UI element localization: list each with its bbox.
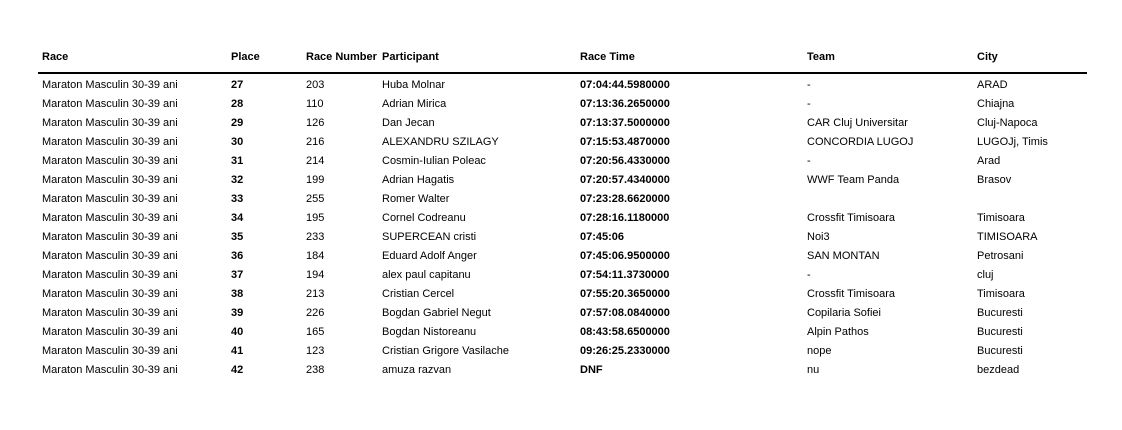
table-header: [38, 42, 1087, 73]
cell-race-time: 07:57:08.0840000: [580, 307, 670, 319]
header-row: [38, 42, 1087, 73]
cell-race-number: 213: [306, 288, 325, 300]
cell-city: Timisoara: [977, 212, 1025, 224]
results-table: [38, 42, 1087, 380]
cell-team: -: [807, 79, 811, 91]
header-race: Race: [38, 42, 227, 73]
cell-race-time: 07:04:44.5980000: [580, 79, 670, 91]
cell-race-time: 08:43:58.6500000: [580, 326, 670, 338]
cell-race-time: 07:28:16.1180000: [580, 212, 670, 224]
cell-participant: Adrian Mirica: [382, 98, 447, 110]
cell-race-number: 226: [306, 307, 325, 319]
cell-participant: Cosmin-Iulian Poleac: [382, 155, 486, 167]
cell-place: 40: [231, 326, 244, 338]
cell-race: Maraton Masculin 30-39 ani: [42, 155, 178, 167]
cell-team: [803, 190, 973, 209]
cell-race-time: 07:45:06: [580, 231, 625, 243]
cell-place: 32: [231, 174, 244, 186]
cell-city: Chiajna: [977, 98, 1015, 110]
cell-city: Bucuresti: [977, 326, 1023, 338]
table-row: [38, 228, 1087, 247]
cell-place: 30: [231, 136, 244, 148]
cell-race: Maraton Masculin 30-39 ani: [42, 98, 178, 110]
cell-team: -: [807, 269, 811, 281]
cell-place: 31: [231, 155, 244, 167]
cell-place: 37: [231, 269, 244, 281]
cell-race-number: 126: [306, 117, 325, 129]
cell-team: WWF Team Panda: [807, 174, 900, 186]
cell-race: Maraton Masculin 30-39 ani: [42, 269, 178, 281]
cell-participant: Cornel Codreanu: [382, 212, 466, 224]
cell-place: 42: [231, 364, 244, 376]
cell-race-time: 07:23:28.6620000: [580, 193, 670, 205]
cell-team: -: [807, 98, 811, 110]
cell-race-time: 07:15:53.4870000: [580, 136, 670, 148]
cell-race-time: 07:45:06.9500000: [580, 250, 670, 262]
table-row: [38, 247, 1087, 266]
cell-team: Alpin Pathos: [807, 326, 869, 338]
table-row: [38, 304, 1087, 323]
cell-city: [973, 190, 1087, 209]
cell-city: Petrosani: [977, 250, 1024, 262]
cell-race-number: 216: [306, 136, 325, 148]
cell-participant: Cristian Grigore Vasilache: [382, 345, 509, 357]
table-row: [38, 133, 1087, 152]
cell-city: TIMISOARA: [977, 231, 1038, 243]
cell-participant: Bogdan Nistoreanu: [382, 326, 477, 338]
cell-place: 35: [231, 231, 244, 243]
cell-race-number: 233: [306, 231, 325, 243]
cell-team: Copilaria Sofiei: [807, 307, 881, 319]
cell-race-number: 238: [306, 364, 325, 376]
table-row: [38, 209, 1087, 228]
cell-participant: ALEXANDRU SZILAGY: [382, 136, 499, 148]
cell-place: 29: [231, 117, 244, 129]
cell-race-time: 07:13:36.2650000: [580, 98, 670, 110]
cell-place: 41: [231, 345, 244, 357]
cell-race: Maraton Masculin 30-39 ani: [42, 193, 178, 205]
cell-race: Maraton Masculin 30-39 ani: [42, 250, 178, 262]
cell-city: ARAD: [977, 79, 1008, 91]
cell-race: Maraton Masculin 30-39 ani: [42, 364, 178, 376]
cell-place: 27: [231, 79, 244, 91]
cell-team: SAN MONTAN: [807, 250, 880, 262]
cell-participant: Dan Jecan: [382, 117, 435, 129]
table-row: [38, 285, 1087, 304]
table-body: [38, 73, 1087, 380]
cell-city: cluj: [977, 269, 994, 281]
cell-participant: SUPERCEAN cristi: [382, 231, 477, 243]
header-participant: Participant: [378, 42, 576, 73]
cell-race-time: 07:20:56.4330000: [580, 155, 670, 167]
cell-race-number: 203: [306, 79, 325, 91]
cell-race-number: 110: [306, 98, 324, 110]
table-row: [38, 266, 1087, 285]
cell-race: Maraton Masculin 30-39 ani: [42, 212, 178, 224]
cell-team: CAR Cluj Universitar: [807, 117, 908, 129]
cell-place: 36: [231, 250, 244, 262]
cell-race-number: 194: [306, 269, 325, 281]
cell-place: 33: [231, 193, 244, 205]
table-row: [38, 190, 1087, 209]
table-row: [38, 95, 1087, 114]
cell-team: Noi3: [807, 231, 830, 243]
cell-race-number: 123: [306, 345, 325, 357]
cell-race: Maraton Masculin 30-39 ani: [42, 136, 178, 148]
cell-race-number: 195: [306, 212, 325, 224]
cell-team: -: [807, 155, 811, 167]
cell-race-time: 07:13:37.5000000: [580, 117, 670, 129]
cell-race-time: DNF: [580, 364, 603, 376]
cell-race-number: 199: [306, 174, 325, 186]
cell-city: Brasov: [977, 174, 1012, 186]
cell-team: Crossfit Timisoara: [807, 288, 896, 300]
cell-race-time: 09:26:25.2330000: [580, 345, 670, 357]
cell-city: Bucuresti: [977, 307, 1023, 319]
cell-place: 38: [231, 288, 244, 300]
table-row: [38, 73, 1087, 95]
table-row: [38, 152, 1087, 171]
cell-city: Timisoara: [977, 288, 1025, 300]
cell-participant: Romer Walter: [382, 193, 450, 205]
cell-team: CONCORDIA LUGOJ: [807, 136, 914, 148]
cell-race-time: 07:55:20.3650000: [580, 288, 670, 300]
table-row: [38, 171, 1087, 190]
cell-race-number: 214: [306, 155, 325, 167]
cell-city: Arad: [977, 155, 1001, 167]
cell-race-number: 184: [306, 250, 325, 262]
cell-participant: Bogdan Gabriel Negut: [382, 307, 491, 319]
cell-race-time: 07:20:57.4340000: [580, 174, 670, 186]
cell-race: Maraton Masculin 30-39 ani: [42, 231, 178, 243]
cell-participant: alex paul capitanu: [382, 269, 471, 281]
table-row: [38, 361, 1087, 380]
cell-team: nu: [807, 364, 820, 376]
cell-city: bezdead: [977, 364, 1020, 376]
cell-participant: Adrian Hagatis: [382, 174, 455, 186]
cell-participant: Eduard Adolf Anger: [382, 250, 477, 262]
header-race-time: Race Time: [576, 42, 803, 73]
header-team: Team: [803, 42, 973, 73]
cell-city: LUGOJj, Timis: [977, 136, 1048, 148]
cell-participant: amuza razvan: [382, 364, 452, 376]
cell-place: 28: [231, 98, 244, 110]
cell-race: Maraton Masculin 30-39 ani: [42, 345, 178, 357]
cell-race: Maraton Masculin 30-39 ani: [42, 117, 178, 129]
cell-team: Crossfit Timisoara: [807, 212, 896, 224]
cell-race: Maraton Masculin 30-39 ani: [42, 326, 178, 338]
cell-place: 34: [231, 212, 244, 224]
table-row: [38, 342, 1087, 361]
cell-race-number: 165: [306, 326, 325, 338]
header-city: City: [973, 42, 1087, 73]
cell-race: Maraton Masculin 30-39 ani: [42, 174, 178, 186]
cell-participant: Huba Molnar: [382, 79, 445, 91]
header-place: Place: [227, 42, 302, 73]
table-row: [38, 114, 1087, 133]
cell-race-number: 255: [306, 193, 325, 205]
cell-race: Maraton Masculin 30-39 ani: [42, 307, 178, 319]
cell-race-time: 07:54:11.3730000: [580, 269, 670, 281]
table-row: [38, 323, 1087, 342]
cell-city: Bucuresti: [977, 345, 1023, 357]
header-race-number: Race Number: [302, 42, 378, 73]
cell-participant: Cristian Cercel: [382, 288, 455, 300]
cell-race: Maraton Masculin 30-39 ani: [42, 79, 178, 91]
cell-team: nope: [807, 345, 832, 357]
cell-race: Maraton Masculin 30-39 ani: [42, 288, 178, 300]
cell-place: 39: [231, 307, 244, 319]
cell-city: Cluj-Napoca: [977, 117, 1038, 129]
